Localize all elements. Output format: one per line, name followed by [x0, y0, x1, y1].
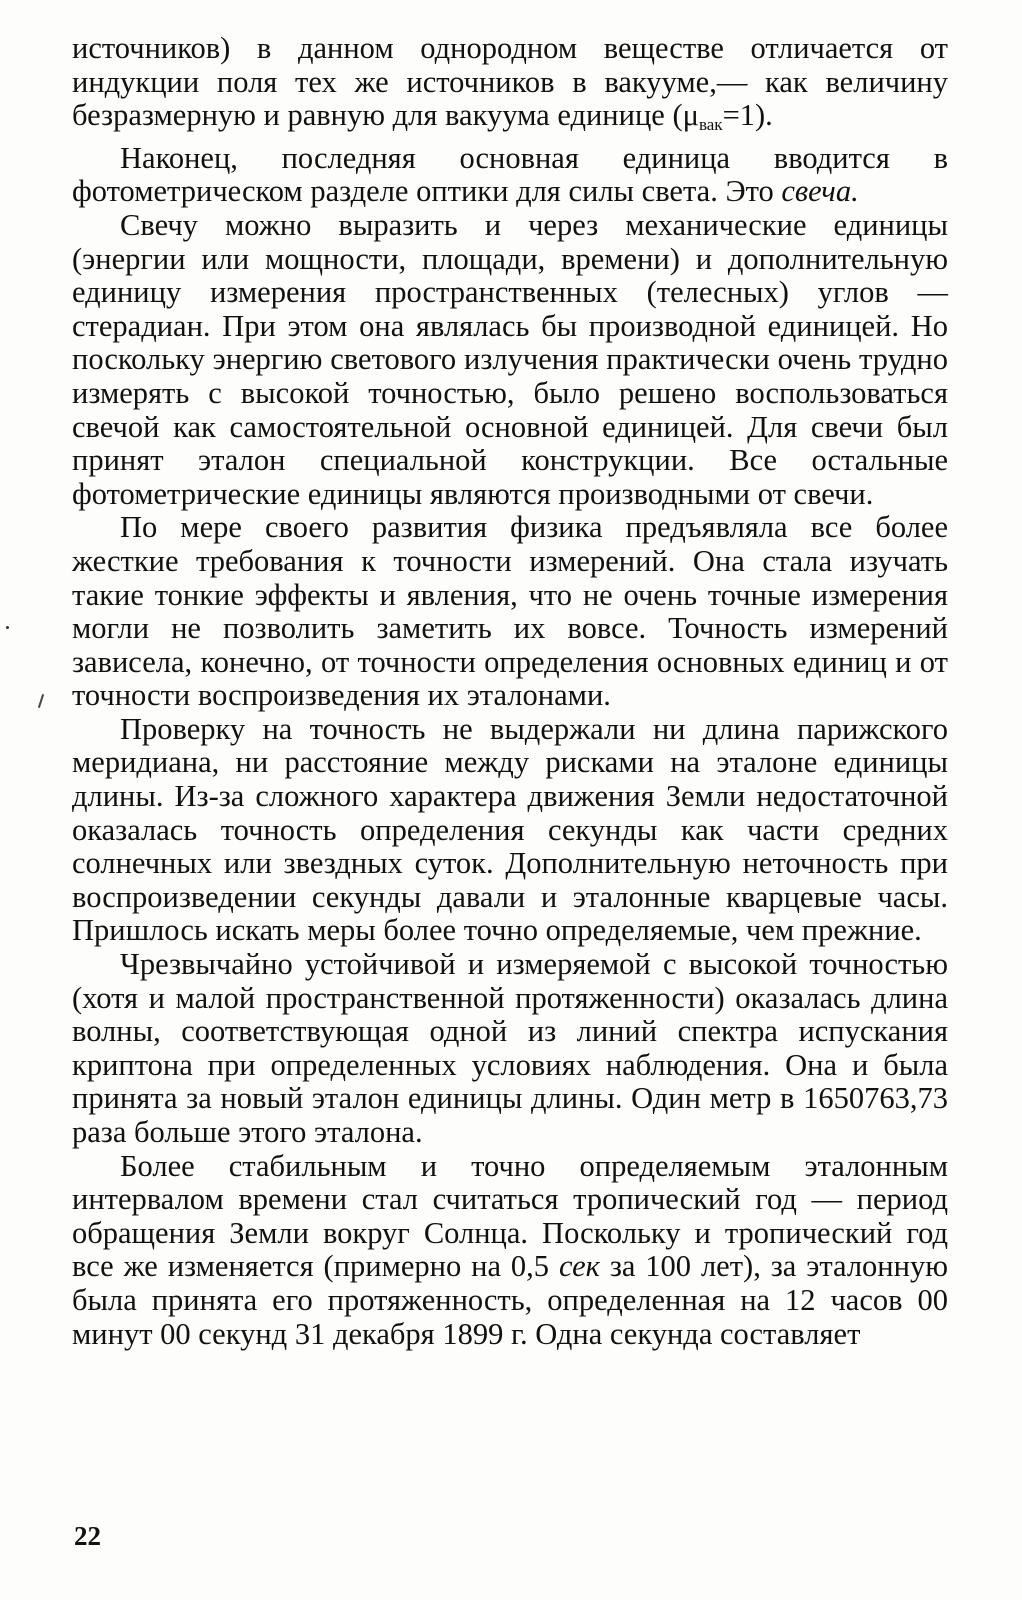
- paragraph-1-text: источников) в данном однородном веществе отличается от индукции поля тех же источников в вакууме,— как величину безразмерную и равную для вакуума единице (μ: [72, 31, 948, 133]
- paragraph-4: [72, 511, 948, 713]
- paragraph-7-text: Более стабильным и точно определяемым эталонным интервалом времени стал считаться тропический год — период обращения Земли вокруг Солнца. Поскольку и тропический год все же изменяется (примерно на 0,5: [72, 1148, 948, 1284]
- paragraph-3: [72, 209, 948, 511]
- margin-pencil-mark: [38, 694, 44, 708]
- paragraph-4-text: По мере своего развития физика предъявляла все более жесткие требования к точности измерений. Она стала изучать такие тонкие эффекты и явления, что не очень точные измерения могли не позволить заметить их вовсе. Точность измерений зависела, конечно, от точности определения основных единиц и от точности воспроизведения их эталонами.: [72, 510, 948, 713]
- term-candle: свеча.: [781, 174, 859, 209]
- paragraph-7-tail: за 100 лет), за эталонную была принята его протяженность, определенная на 12 часов 00 минут 00 секунд 31 декабря 1899 г. Одна секунда составляет: [72, 1249, 948, 1351]
- mu-subscript: вак: [698, 115, 723, 135]
- paragraph-3-text: Свечу можно выразить и через механические единицы (энергии или мощности, площади, времени) и дополнительную единицу измерения пространственных (телесных) углов — стерадиан. При этом она являлась бы производной единицей. Но поскольку энергию светового излучения практически очень трудно измерять с высокой точностью, было решено воспользоваться свечой как самостоятельной основной единицей. Для свечи был принят эталон специальной конструкции. Все остальные фотометрические единицы являются производными от свечи.: [72, 207, 948, 511]
- margin-speck: [6, 626, 9, 629]
- page-number: 22: [74, 1521, 101, 1551]
- paragraph-2-text: Наконец, последняя основная единица вводится в фотометрическом разделе оптики для силы света. Это: [72, 140, 948, 209]
- paragraph-5-text: Проверку на точность не выдержали ни длина парижского меридиана, ни расстояние между рисками на эталоне единицы длины. Из-за сложного характера движения Земли недостаточной оказалась точность определения секунды как части средних солнечных или звездных суток. Дополнительную неточность при воспроизведении секунды давали и эталонные кварцевые часы. Пришлось искать меры более точно определяемые, чем прежние.: [72, 711, 948, 948]
- paragraph-7: [72, 1150, 948, 1352]
- paragraph-6-text: Чрезвычайно устойчивой и измеряемой с высокой точностью (хотя и малой пространственной протяженности) оказалась длина волны, соответствующая одной из линий спектра испускания криптона при определенных условиях наблюдения. Она и была принята за новый эталон единицы длины. Один метр в 1650763,73 раза больше этого эталона.: [72, 947, 948, 1149]
- unit-seconds: сек: [558, 1249, 600, 1284]
- paragraph-1: [72, 32, 948, 142]
- paragraph-1-tail: =1).: [722, 98, 773, 133]
- body-text: [72, 32, 948, 1351]
- paragraph-6: [72, 948, 948, 1150]
- paragraph-5: [72, 713, 948, 948]
- paragraph-2: [72, 142, 948, 209]
